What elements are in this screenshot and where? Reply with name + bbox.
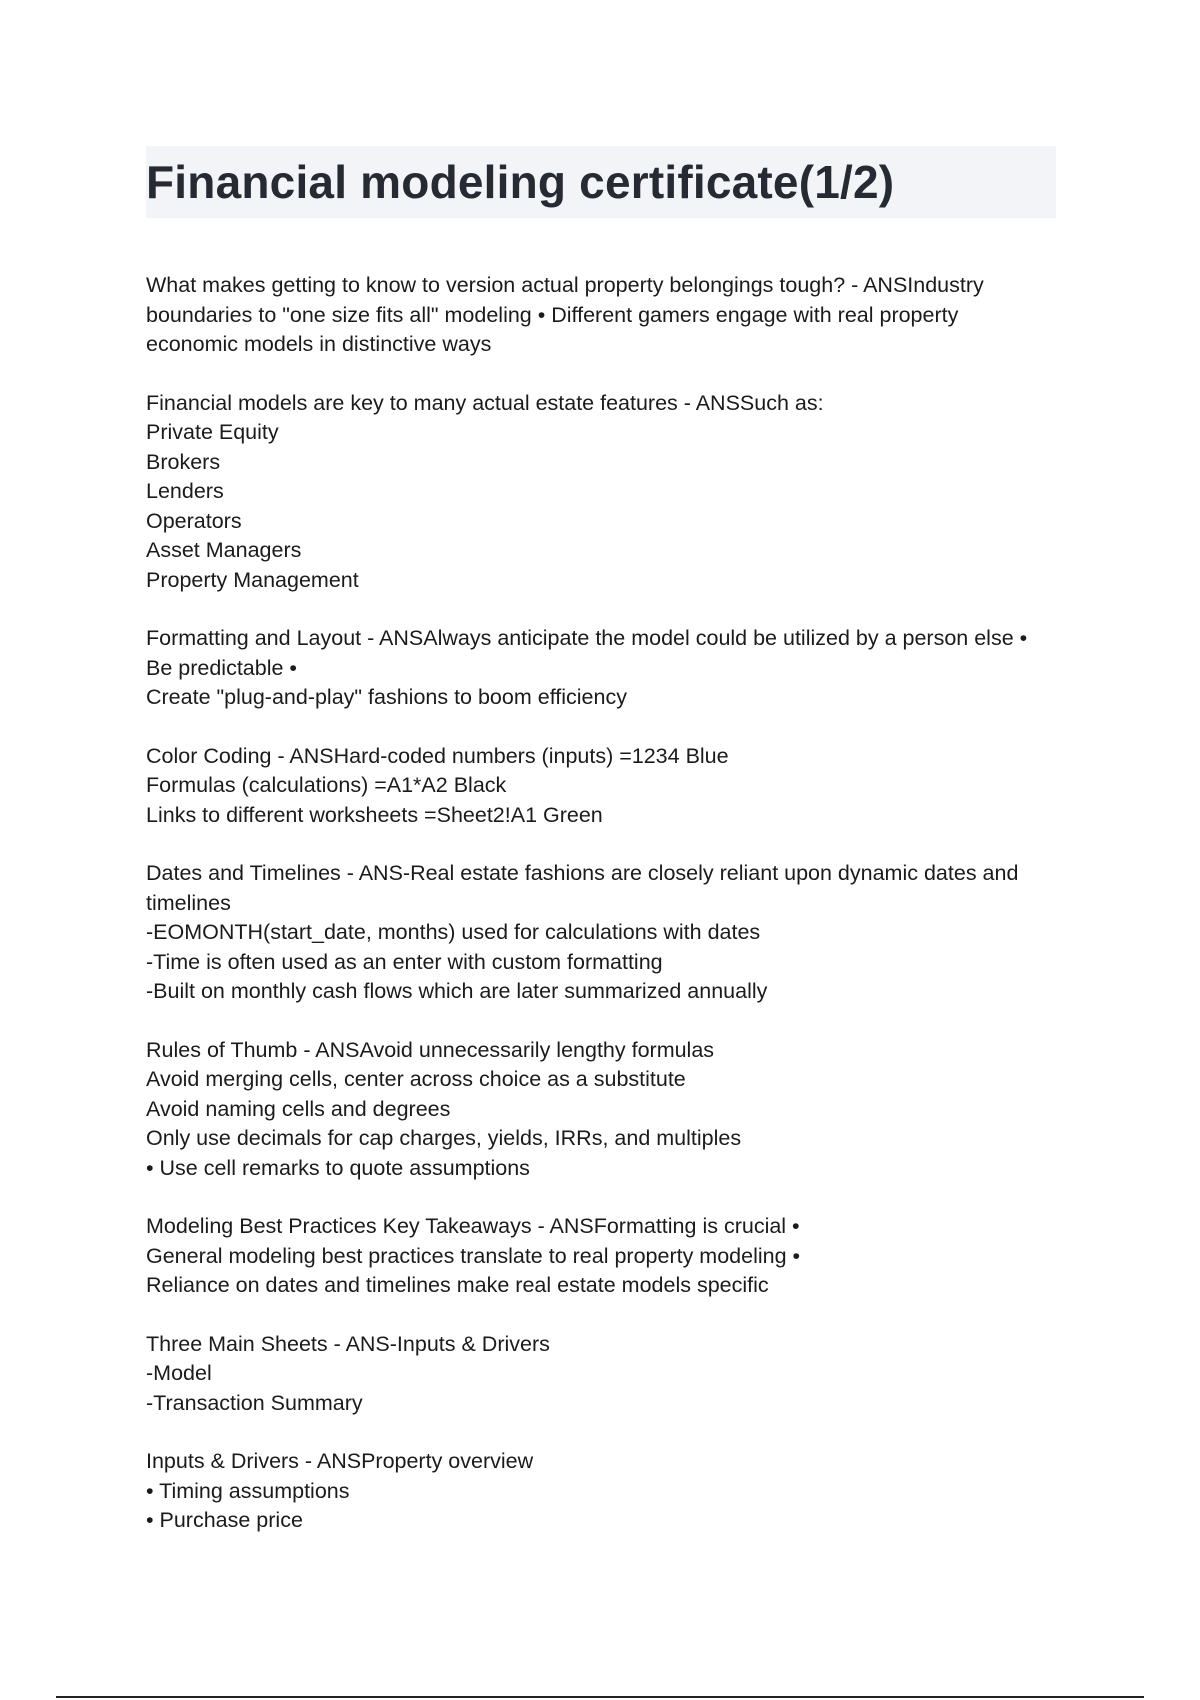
text-line: Create "plug-and-play" fashions to boom efficiency xyxy=(146,685,627,709)
list-item: Private Equity xyxy=(146,420,279,444)
qa-block-rules-of-thumb xyxy=(146,1036,1066,1184)
qa-block-three-main-sheets xyxy=(146,1330,1066,1419)
text-line: -Built on monthly cash flows which are later summarized annually xyxy=(146,979,768,1003)
page-divider xyxy=(56,1696,1144,1698)
list-item: Asset Managers xyxy=(146,538,302,562)
text-line: Be predictable • xyxy=(146,655,297,680)
list-item: Lenders xyxy=(146,479,224,503)
list-item: Brokers xyxy=(146,449,221,474)
text-line: boundaries to "one size fits all" modeling • Different gamers engage with real property xyxy=(146,302,959,327)
qa-block-formatting-layout xyxy=(146,624,1066,713)
text-line: • Use cell remarks to quote assumptions xyxy=(146,1155,530,1180)
text-line: • Timing assumptions xyxy=(146,1478,350,1503)
text-line: -EOMONTH(start_date, months) used for calculations with dates xyxy=(146,920,761,944)
list-item: Operators xyxy=(146,508,242,533)
text-line: Only use decimals for cap charges, yields, IRRs, and multiples xyxy=(146,1126,742,1150)
text-line: General modeling best practices translate to real property modeling • xyxy=(146,1243,801,1268)
text-line: Financial models are key to many actual estate features - ANSSuch as: xyxy=(146,390,824,415)
qa-block-best-practices xyxy=(146,1212,1066,1301)
text-line: Three Main Sheets - ANS-Inputs & Drivers xyxy=(146,1331,550,1356)
text-line: What makes getting to know to version actual property belongings tough? - ANSIndustry xyxy=(146,273,984,297)
qa-block-inputs-drivers xyxy=(146,1447,1066,1536)
text-line: Formatting and Layout - ANSAlways anticipate the model could be utilized by a person else • xyxy=(146,626,1028,650)
page-title: Financial modeling certificate(1/2) xyxy=(146,156,895,208)
text-line: -Time is often used as an enter with custom formatting xyxy=(146,949,663,974)
text-line: Links to different worksheets =Sheet2!A1 Green xyxy=(146,802,603,827)
qa-block-color-coding xyxy=(146,742,1066,831)
qa-block-dates-timelines xyxy=(146,859,1066,1007)
text-line: Inputs & Drivers - ANSProperty overview xyxy=(146,1449,534,1473)
text-line: Modeling Best Practices Key Takeaways - ANSFormatting is crucial • xyxy=(146,1214,800,1238)
text-line: Formulas (calculations) =A1*A2 Black xyxy=(146,773,507,797)
text-line: Avoid merging cells, center across choice as a substitute xyxy=(146,1067,686,1091)
text-line: -Model xyxy=(146,1361,212,1385)
text-line: • Purchase price xyxy=(146,1508,303,1532)
qa-block-financial-models xyxy=(146,389,1066,596)
text-line: Avoid naming cells and degrees xyxy=(146,1096,451,1121)
text-line: -Transaction Summary xyxy=(146,1390,363,1415)
text-line: Rules of Thumb - ANSAvoid unnecessarily lengthy formulas xyxy=(146,1037,715,1062)
document-body xyxy=(146,271,1066,1565)
text-line: Reliance on dates and timelines make real estate models specific xyxy=(146,1273,769,1297)
title-banner xyxy=(146,146,1056,218)
text-line: Dates and Timelines - ANS-Real estate fashions are closely reliant upon dynamic dates and xyxy=(146,861,1019,885)
text-line: economic models in distinctive ways xyxy=(146,332,492,356)
text-line: timelines xyxy=(146,890,231,915)
text-line: Color Coding - ANSHard-coded numbers (inputs) =1234 Blue xyxy=(146,743,729,768)
qa-block-modeling-challenges xyxy=(146,271,1066,360)
list-item: Property Management xyxy=(146,567,359,592)
